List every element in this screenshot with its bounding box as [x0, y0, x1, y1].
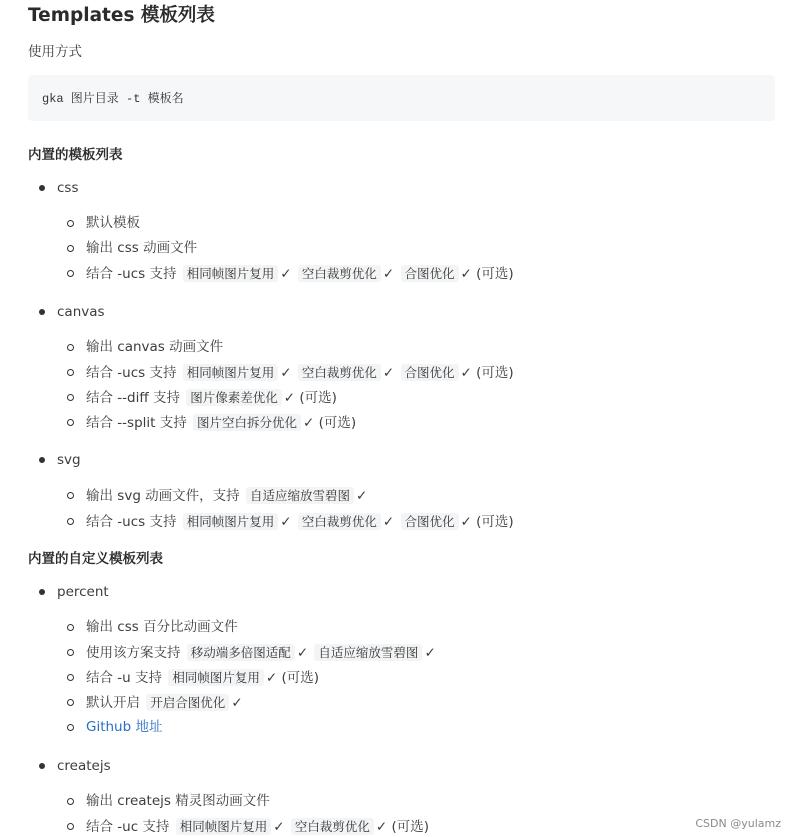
feature-text: 输出 createjs 精灵图动画文件 — [86, 792, 270, 809]
feature-tag: 合图优化 — [401, 265, 459, 282]
feature-item — [57, 483, 773, 508]
circle-bullet-icon — [67, 419, 74, 426]
feature-item — [57, 410, 773, 435]
template-name: canvas — [57, 303, 105, 320]
check-mark: ✓ — [460, 513, 472, 530]
feature-text: 结合 -ucs 支持 — [86, 266, 177, 283]
optional-label: (可选) — [476, 513, 514, 530]
feature-text: 结合 -u 支持 — [86, 670, 163, 687]
template-name: css — [57, 180, 79, 196]
document — [0, 3, 795, 837]
feature-text: 输出 canvas 动画文件 — [86, 338, 224, 355]
feature-list — [57, 789, 773, 837]
disc-bullet-icon — [39, 309, 45, 315]
feature-text: 结合 -ucs 支持 — [86, 513, 177, 530]
template-name: createjs — [57, 757, 111, 774]
feature-text: 默认模板 — [86, 215, 140, 231]
feature-item — [57, 814, 773, 837]
feature-item — [57, 261, 773, 286]
check-mark: ✓ — [375, 818, 388, 835]
check-mark: ✓ — [280, 513, 292, 530]
template-item — [28, 178, 773, 287]
check-mark: ✓ — [273, 818, 285, 835]
feature-tag: 开启合图优化 — [146, 694, 229, 711]
optional-label: (可选) — [281, 670, 319, 687]
feature-text: 输出 css 动画文件 — [86, 240, 198, 257]
feature-item — [57, 715, 773, 740]
circle-bullet-icon — [67, 649, 74, 656]
feature-item — [57, 615, 773, 640]
check-mark: ✓ — [382, 513, 395, 530]
feature-item — [57, 335, 773, 360]
optional-label: (可选) — [391, 818, 430, 835]
circle-bullet-icon — [67, 492, 74, 499]
check-mark: ✓ — [280, 364, 292, 381]
disc-bullet-icon — [39, 457, 45, 463]
feature-item — [57, 236, 773, 261]
feature-tag: 相同帧图片复用 — [183, 265, 279, 282]
circle-bullet-icon — [67, 674, 74, 681]
feature-text: 结合 --diff 支持 — [86, 389, 180, 406]
feature-text: 使用该方案支持 — [86, 644, 181, 661]
circle-bullet-icon — [67, 624, 74, 631]
check-mark: ✓ — [283, 389, 296, 406]
feature-item — [57, 665, 773, 690]
feature-text: 默认开启 — [86, 695, 140, 712]
check-mark: ✓ — [280, 266, 292, 283]
check-mark: ✓ — [424, 644, 436, 661]
feature-item — [57, 640, 773, 665]
check-mark: ✓ — [296, 644, 309, 661]
feature-tag: 空白裁剪优化 — [291, 818, 374, 835]
usage-label: 使用方式 — [28, 44, 82, 60]
feature-tag: 图片像素差优化 — [186, 389, 282, 406]
custom-heading: 内置的自定义模板列表 — [28, 550, 163, 567]
disc-bullet-icon — [39, 763, 45, 769]
circle-bullet-icon — [67, 369, 74, 376]
feature-item — [57, 509, 773, 534]
feature-list — [57, 211, 773, 287]
circle-bullet-icon — [67, 724, 74, 731]
custom-template-list — [28, 582, 773, 837]
feature-text: 输出 svg 动画文件，支持 — [86, 488, 240, 505]
feature-item — [57, 385, 773, 410]
feature-tag: 相同帧图片复用 — [183, 364, 279, 381]
check-mark: ✓ — [382, 364, 395, 381]
builtin-heading: 内置的模板列表 — [28, 147, 123, 163]
check-mark: ✓ — [356, 488, 368, 505]
circle-bullet-icon — [67, 344, 74, 351]
circle-bullet-icon — [67, 394, 74, 401]
feature-tag: 相同帧图片复用 — [168, 669, 264, 686]
feature-list — [57, 483, 773, 533]
feature-text: 结合 --split 支持 — [86, 415, 187, 432]
code-block[interactable] — [28, 75, 775, 121]
circle-bullet-icon — [67, 798, 74, 805]
circle-bullet-icon — [67, 823, 74, 830]
circle-bullet-icon — [67, 518, 74, 525]
check-mark: ✓ — [382, 266, 395, 283]
check-mark: ✓ — [231, 695, 243, 712]
optional-label: (可选) — [299, 389, 337, 406]
check-mark: ✓ — [460, 266, 472, 283]
feature-item — [57, 360, 773, 385]
feature-tag: 合图优化 — [401, 364, 459, 381]
feature-tag: 空白裁剪优化 — [298, 513, 381, 530]
feature-tag: 移动端多倍图适配 — [187, 644, 295, 661]
template-item — [28, 582, 773, 741]
template-name: svg — [57, 452, 81, 469]
check-mark: ✓ — [460, 364, 472, 381]
circle-bullet-icon — [67, 220, 74, 227]
feature-tag: 图片空白拆分优化 — [193, 414, 301, 431]
feature-tag: 合图优化 — [401, 513, 459, 530]
feature-item — [57, 211, 773, 236]
circle-bullet-icon — [67, 699, 74, 706]
template-name: percent — [57, 583, 109, 600]
feature-text: 结合 -uc 支持 — [86, 818, 170, 835]
feature-tag: 空白裁剪优化 — [298, 364, 381, 381]
feature-tag: 自适应缩放雪碧图 — [246, 487, 354, 504]
disc-bullet-icon — [39, 589, 45, 595]
circle-bullet-icon — [67, 245, 74, 252]
template-item — [28, 302, 773, 436]
feature-tag: 空白裁剪优化 — [298, 265, 381, 282]
check-mark: ✓ — [265, 670, 278, 687]
feature-text: 结合 -ucs 支持 — [86, 364, 177, 381]
template-item — [28, 756, 773, 837]
optional-label: (可选) — [476, 364, 514, 381]
feature-tag: 自适应缩放雪碧图 — [314, 644, 422, 661]
circle-bullet-icon — [67, 270, 74, 277]
feature-list — [57, 615, 773, 741]
builtin-template-list — [28, 178, 773, 534]
feature-item — [57, 690, 773, 715]
page-title: Templates 模板列表 — [28, 5, 215, 26]
feature-tag: 相同帧图片复用 — [176, 818, 272, 835]
optional-label: (可选) — [476, 266, 514, 283]
usage-command: gka 图片目录 -t 模板名 — [42, 92, 184, 106]
template-item — [28, 450, 773, 533]
github-link[interactable]: Github 地址 — [86, 719, 163, 736]
check-mark: ✓ — [303, 415, 315, 432]
watermark: CSDN @yulamz — [695, 817, 781, 830]
feature-list — [57, 335, 773, 436]
feature-tag: 相同帧图片复用 — [183, 513, 279, 530]
optional-label: (可选) — [318, 415, 357, 432]
disc-bullet-icon — [39, 185, 45, 191]
feature-item — [57, 789, 773, 814]
feature-text: 输出 css 百分比动画文件 — [86, 618, 238, 635]
